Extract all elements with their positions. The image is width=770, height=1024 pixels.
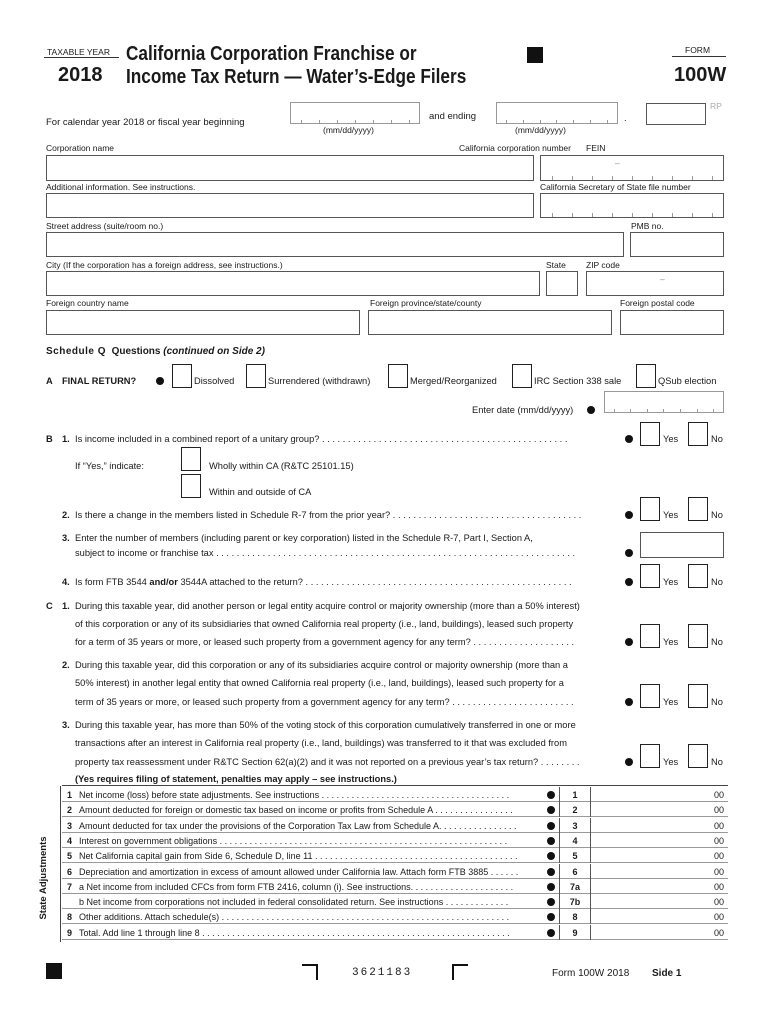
line-number: 7 [67,881,73,892]
adjustment-line-row [62,925,728,940]
street-address-input[interactable] [46,232,624,257]
b4-yes-checkbox[interactable] [640,564,660,588]
line-number: 4 [67,835,73,846]
line-description: Other additions. Attach schedule(s) . . . . . . . . . . . . . . . . . . . . . . . . . . . . . . . . . . . . . . . . . . . . . . . . . . . . . . . . . . [79,912,510,923]
yes-label: Yes [663,697,679,707]
b1-question: Is income included in a combined report of a unitary group? . . . . . . . . . . . . . . . . . . . . . . . . . . . . . . . . . . . . . . . . . . . . . . . . [75,434,568,444]
c1-yes-checkbox[interactable] [640,624,660,648]
divider [44,57,119,58]
adjustment-line-row [62,802,728,817]
taxable-year-label: TAXABLE YEAR [47,47,110,57]
b2-yes-checkbox[interactable] [640,497,660,521]
adjustment-line-row [62,787,728,802]
within-outside-ca-checkbox[interactable] [181,474,201,498]
cents: 00 [713,805,724,816]
line-description: Depreciation and amortization in excess of amount allowed under California law. Attach form FTB 3885 . . . . . . [79,866,519,877]
no-label: No [711,434,723,444]
cents: 00 [713,790,724,800]
tax-year: 2018 [58,64,103,86]
line-box-number: 4 [559,833,591,848]
adjustment-line-row [62,894,728,909]
c1-question-line1: During this taxable year, did another person or legal entity acquire control or majority ownership (more than a 50% interest) [75,601,580,611]
line-box-number: 6 [559,864,591,879]
line-description: Amount deducted for foreign or domestic tax based on income or profits from Schedule A . . . . . . . . . . . . . . . . [79,805,513,816]
within-outside-ca-label: Within and outside of CA [209,487,312,497]
line-box-number: 8 [559,909,591,924]
bullet-icon [156,377,164,385]
foreign-province-input[interactable] [368,310,612,335]
barcode-number: 3621183 [352,967,413,979]
bullet-icon [547,837,555,845]
line-description: b Net income from corporations not included in federal consolidated return. See instructions . . . . . . . . . . . . . [79,897,509,908]
additional-info-input[interactable] [46,193,534,218]
zip-dash: – [660,274,665,284]
city-label: City (If the corporation has a foreign address, see instructions.) [46,260,283,270]
wholly-within-ca-checkbox[interactable] [181,447,201,471]
b2-number: 2. [62,510,70,520]
b4-question: Is form FTB 3544 and/or 3544A attached to the return? . . . . . . . . . . . . . . . . . . . . . . . . . . . . . . . . . . . . . . . . . . . . . . . . . . . . [75,577,572,587]
c1-number: 1. [62,601,70,611]
line-number: 2 [67,805,73,816]
registration-mark [46,963,62,979]
cents: 00 [713,912,724,923]
zip-label: ZIP code [586,260,620,270]
bullet-icon [547,806,555,814]
ca-corp-number-label: California corporation number [459,143,571,153]
bullet-icon [625,435,633,443]
form-side-label: Form 100W 2018 [552,968,630,979]
cents: 00 [713,927,724,938]
form-title-line2: Income Tax Return — Water’s-Edge Filers [126,66,467,88]
dissolved-checkbox[interactable] [172,364,192,388]
b2-question: Is there a change in the members listed in Schedule R-7 from the prior year? . . . . . . . . . . . . . . . . . . . . . . . . . . . . . . . . . . . . . [75,510,582,520]
amount-input[interactable] [593,848,723,863]
c2-yes-checkbox[interactable] [640,684,660,708]
merged-checkbox[interactable] [388,364,408,388]
qsub-checkbox[interactable] [636,364,656,388]
question-a-letter: A [46,376,53,386]
form-label: FORM [685,45,711,55]
irc-338-checkbox[interactable] [512,364,532,388]
side-number: Side 1 [652,968,682,979]
c3-question-line2: transactions after an interest in California real property (i.e., land, buildings) was transferred to it that was excluded from [75,738,567,748]
pmb-input[interactable] [630,232,724,257]
b1-yes-checkbox[interactable] [640,422,660,446]
line-number: 5 [67,851,73,862]
c3-question-line3: property tax reassessment under R&TC Section 62(a)(2) and it was not reported on a previous year’s tax return? . . . . . . . . [75,757,580,767]
line-number: 3 [67,820,73,831]
c1-question-line2: of this corporation or any of its subsidiaries that owned California real property (i.e., land, buildings), leased such property [75,619,574,629]
line-box-number: 3 [559,818,591,833]
c3-no-checkbox[interactable] [688,744,708,768]
irc-338-label: IRC Section 338 sale [534,376,622,386]
ending-label: and ending [429,111,477,122]
line-description: Amount deducted for tax under the provisions of the Corporation Tax Law from Schedule A. . . . . . . . . . . . . . . . [79,820,517,831]
bullet-icon [625,758,633,766]
cents: 00 [713,897,724,908]
date-ticks [498,116,616,124]
adjustment-line-row [62,879,728,894]
divider [62,785,728,786]
foreign-postal-label: Foreign postal code [620,298,695,308]
amount-input[interactable] [593,925,723,940]
line-number: 1 [67,790,73,800]
qsub-label: QSub election [658,376,717,386]
rp-input[interactable] [646,103,706,125]
line-box-number: 1 [559,787,591,802]
amount-input[interactable] [593,879,723,894]
no-label: No [711,757,723,767]
final-return-label: FINAL RETURN? [62,376,137,386]
bullet-icon [547,852,555,860]
line-description: Interest on government obligations . . . . . . . . . . . . . . . . . . . . . . . . . . . . . . . . . . . . . . . . . . . . . . . . . . . . . . . . . . [79,835,508,846]
corner-mark [452,964,468,980]
b3-member-count-input[interactable] [640,532,724,558]
enter-date-label: Enter date (mm/dd/yyyy) [472,405,574,415]
adjustment-line-row [62,818,728,833]
bullet-icon [625,549,633,557]
yes-label: Yes [663,757,679,767]
fein-label: FEIN [586,143,606,153]
pmb-label: PMB no. [631,221,664,231]
fiscal-year-begin-label: For calendar year 2018 or fiscal year beginning [46,117,245,128]
no-label: No [711,577,723,587]
foreign-postal-input[interactable] [620,310,724,335]
bullet-icon [587,406,595,414]
b1-no-checkbox[interactable] [688,422,708,446]
cents: 00 [713,820,724,831]
date-ticks [292,116,418,124]
line-number: 8 [67,912,73,923]
state-adjustments-label: State Adjustments [38,836,49,920]
additional-info-label: Additional information. See instructions. [46,182,196,192]
b3-number: 3. [62,533,70,543]
street-address-label: Street address (suite/room no.) [46,221,164,231]
adjustment-line-row [62,864,728,879]
c2-question-line1: During this taxable year, did this corporation or any of its subsidiaries acquire control or majority ownership (more than a [75,660,568,670]
bullet-icon [547,822,555,830]
question-b-letter: B [46,434,53,444]
line-box-number: 5 [559,848,591,863]
line-description: Total. Add line 1 through line 8 . . . . . . . . . . . . . . . . . . . . . . . . . . . . . . . . . . . . . . . . . . . . . . . . . . . . . . . . . . . . . . [79,927,510,938]
fein-dash: – [615,158,620,168]
yes-label: Yes [663,637,679,647]
line-box-number: 7b [559,894,591,909]
registration-mark [527,47,543,63]
c3-question-line1: During this taxable year, has more than 50% of the voting stock of this corporation cumulatively transferred in one or more [75,720,576,730]
begin-date-format: (mm/dd/yyyy) [323,125,374,135]
amount-input[interactable] [593,864,723,879]
b4-no-checkbox[interactable] [688,564,708,588]
c3-note: (Yes requires filing of statement, penalties may apply – see instructions.) [75,774,397,784]
bullet-icon [625,578,633,586]
amount-input[interactable] [593,909,723,924]
bullet-icon [625,638,633,646]
schedule-q-heading: Schedule Q Questions (continued on Side 2) [46,346,265,357]
sos-file-number-label: California Secretary of State file number [540,182,691,192]
yes-label: Yes [663,577,679,587]
bullet-icon [625,698,633,706]
foreign-country-input[interactable] [46,310,360,335]
rp-label: RP [710,101,722,111]
bullet-icon [547,791,555,799]
question-c-letter: C [46,601,53,611]
b2-no-checkbox[interactable] [688,497,708,521]
cents: 00 [713,881,724,892]
bullet-icon [547,868,555,876]
b4-number: 4. [62,577,70,587]
line-description: a Net income from included CFCs from form FTB 2416, column (i). See instructions. . . . . . . . . . . . . . . . . . . . . [79,881,514,892]
corner-mark [302,964,318,980]
bullet-icon [547,883,555,891]
fein-ticks [542,172,722,180]
line-description: Net income (loss) before state adjustments. See instructions . . . . . . . . . . . . . . . . . . . . . . . . . . . . . . . . . . . . . . [79,790,510,800]
bullet-icon [547,898,555,906]
c3-number: 3. [62,720,70,730]
end-date-format: (mm/dd/yyyy) [515,125,566,135]
cents: 00 [713,866,724,877]
amount-input[interactable] [593,787,723,802]
line-box-number: 7a [559,879,591,894]
no-label: No [711,697,723,707]
state-label: State [546,260,566,270]
amount-input[interactable] [593,894,723,909]
c2-number: 2. [62,660,70,670]
b3-question-line2: subject to income or franchise tax . . . . . . . . . . . . . . . . . . . . . . . . . . . . . . . . . . . . . . . . . . . . . . . . . . . . . . . . . . . . . . . . . . . . . . [75,548,576,558]
adjustment-line-row [62,833,728,848]
cents: 00 [713,851,724,862]
line-box-number: 2 [559,802,591,817]
c1-question-line3: for a term of 35 years or more, or leased such property from a government agency for any term? . . . . . . . . . . . . . . . . . . . . [75,637,575,647]
form-title-line1: California Corporation Franchise or [126,43,417,65]
city-input[interactable] [46,271,540,296]
line-box-number: 9 [559,925,591,940]
state-input[interactable] [546,271,578,296]
foreign-country-label: Foreign country name [46,298,129,308]
cents: 00 [713,835,724,846]
foreign-province-label: Foreign province/state/county [370,298,482,308]
zip-input[interactable] [586,271,724,296]
bullet-icon [625,511,633,519]
c2-no-checkbox[interactable] [688,684,708,708]
line-description: Net California capital gain from Side 6, Schedule D, line 11 . . . . . . . . . . . . . . . . . . . . . . . . . . . . . . . . . . . . . . . . . [79,851,518,862]
divider [672,56,726,57]
no-label: No [711,510,723,520]
line-number: 9 [67,927,73,938]
c1-no-checkbox[interactable] [688,624,708,648]
amount-input[interactable] [593,833,723,848]
amount-input[interactable] [593,802,723,817]
bullet-icon [547,929,555,937]
line-number: 6 [67,866,73,877]
corporation-name-label: Corporation name [46,143,115,153]
yes-label: Yes [663,434,679,444]
b1-number: 1. [62,434,70,444]
divider [60,786,61,942]
if-yes-label: If “Yes,” indicate: [75,461,144,471]
amount-input[interactable] [593,818,723,833]
surrendered-label: Surrendered (withdrawn) [268,376,371,386]
corporation-name-input[interactable] [46,155,534,181]
date-ticks [606,405,722,413]
bullet-icon [547,913,555,921]
dissolved-label: Dissolved [194,376,235,386]
adjustment-line-row [62,848,728,863]
merged-label: Merged/Reorganized [410,376,497,386]
period-dot: . [624,113,627,123]
form-number: 100W [674,64,727,86]
adjustment-line-row [62,909,728,924]
surrendered-checkbox[interactable] [246,364,266,388]
c2-question-line3: term of 35 years or more, or leased such property from a government agency for any term? . . . . . . . . . . . . . . . . . . . . . . . . [75,697,574,707]
yes-label: Yes [663,510,679,520]
no-label: No [711,637,723,647]
c3-yes-checkbox[interactable] [640,744,660,768]
sos-ticks [542,209,722,217]
c2-question-line2: 50% interest) in another legal entity that owned California real property (i.e., land, buildings), leased such property for a [75,678,564,688]
wholly-within-ca-label: Wholly within CA (R&TC 25101.15) [209,461,354,471]
b3-question-line1: Enter the number of members (including parent or key corporation) listed in the Schedule R-7, Part I, Section A, [75,533,533,543]
